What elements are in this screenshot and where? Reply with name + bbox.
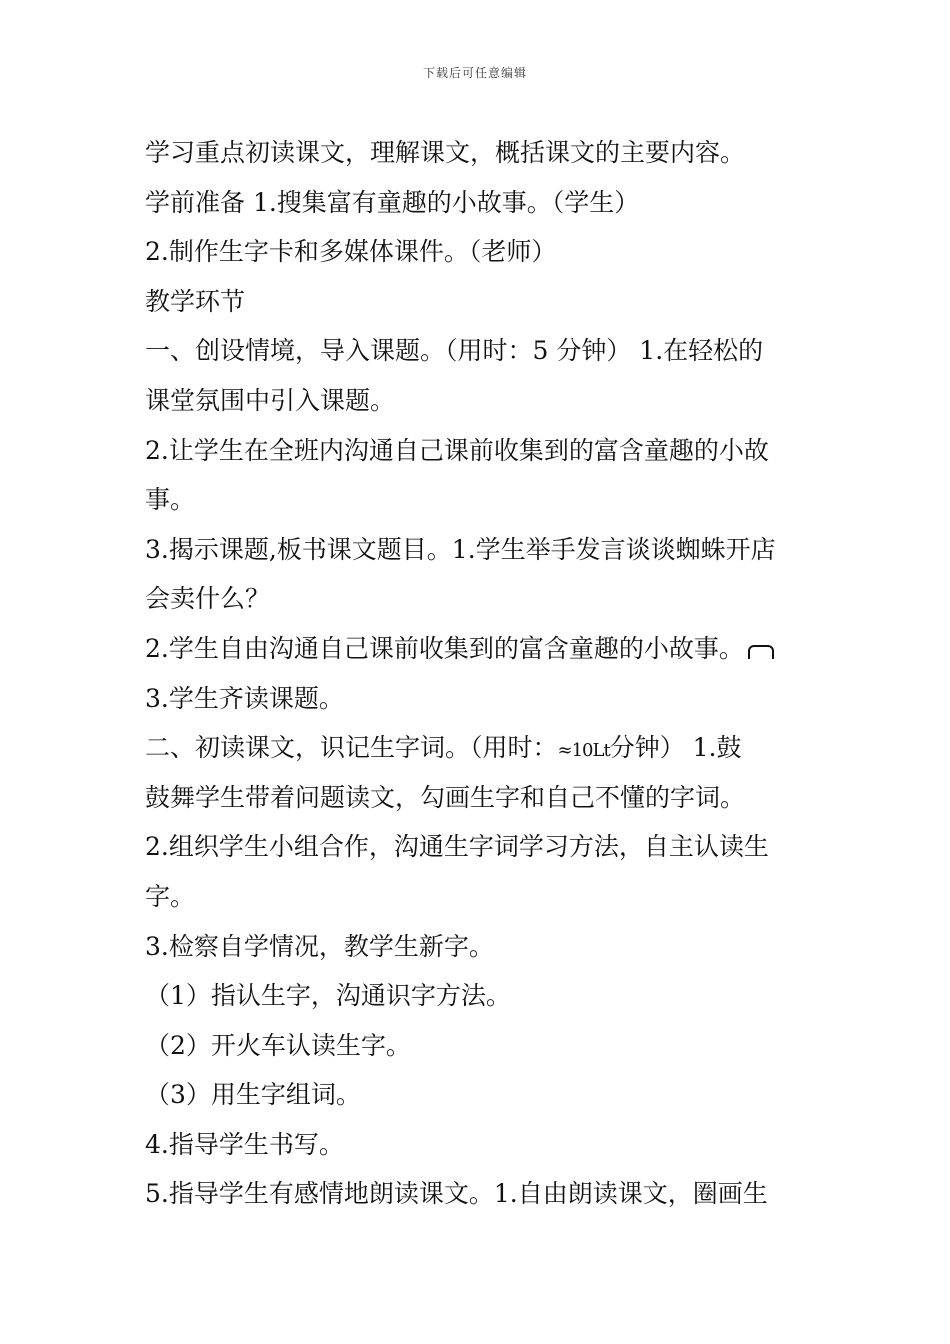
text-line: 会卖什么？	[145, 584, 271, 614]
text-line: 3.学生齐读课题。	[145, 683, 344, 713]
list-item: （3）用生字组词。	[145, 1080, 361, 1110]
text-line: 2.让学生在全班内沟通自己课前收集到的富含童趣的小故	[145, 435, 769, 465]
scan-artifact-icon	[748, 645, 774, 659]
text-line: 2.组织学生小组合作，沟通生字词学习方法，自主认读生	[145, 832, 769, 862]
garbled-glyph: ≈10Lt	[557, 740, 610, 762]
section-heading: 教学环节	[145, 286, 246, 316]
text-line: 4.指导学生书写。	[145, 1129, 344, 1159]
text-line: 一、创设情境，导入课题。（用时：5 分钟） 1.在轻松的	[145, 336, 764, 366]
text-line: 学前准备 1.搜集富有童趣的小故事。（学生）	[145, 187, 640, 217]
text-line: 事。	[145, 485, 196, 515]
text-line	[145, 624, 810, 674]
text-line: 3.检察自学情况，教学生新字。	[145, 931, 494, 961]
text-line: 2.制作生字卡和多媒体课件。（老师）	[145, 237, 557, 267]
list-item: （1）指认生字，沟通识字方法。	[145, 981, 511, 1011]
text-line-tail: 分钟） 1.鼓	[609, 733, 742, 763]
text-line: 学习重点初读课文，理解课文，概括课文的主要内容。	[145, 138, 746, 167]
text-line-content: 二、初读课文，识记生字词。（用时：	[145, 733, 558, 763]
document-body	[145, 128, 810, 1219]
text-line	[145, 723, 810, 773]
page-header: 下载后可任意编辑	[422, 66, 527, 80]
text-line: 5.指导学生有感情地朗读课文。1.自由朗读课文，圈画生	[145, 1179, 768, 1209]
list-item: （2）开火车认读生字。	[145, 1030, 411, 1060]
text-line-content: 2.学生自由沟通自己课前收集到的富含童趣的小故事。	[145, 633, 744, 663]
text-line: 鼓舞学生带着问题读文，勾画生字和自己不懂的字词。	[145, 782, 746, 812]
text-line: 字。	[145, 881, 196, 911]
text-line: 课堂氛围中引入课题。	[145, 385, 396, 415]
text-line: 3.揭示课题,板书课文题目。1.学生举手发言谈谈蜘蛛开店	[145, 534, 776, 564]
